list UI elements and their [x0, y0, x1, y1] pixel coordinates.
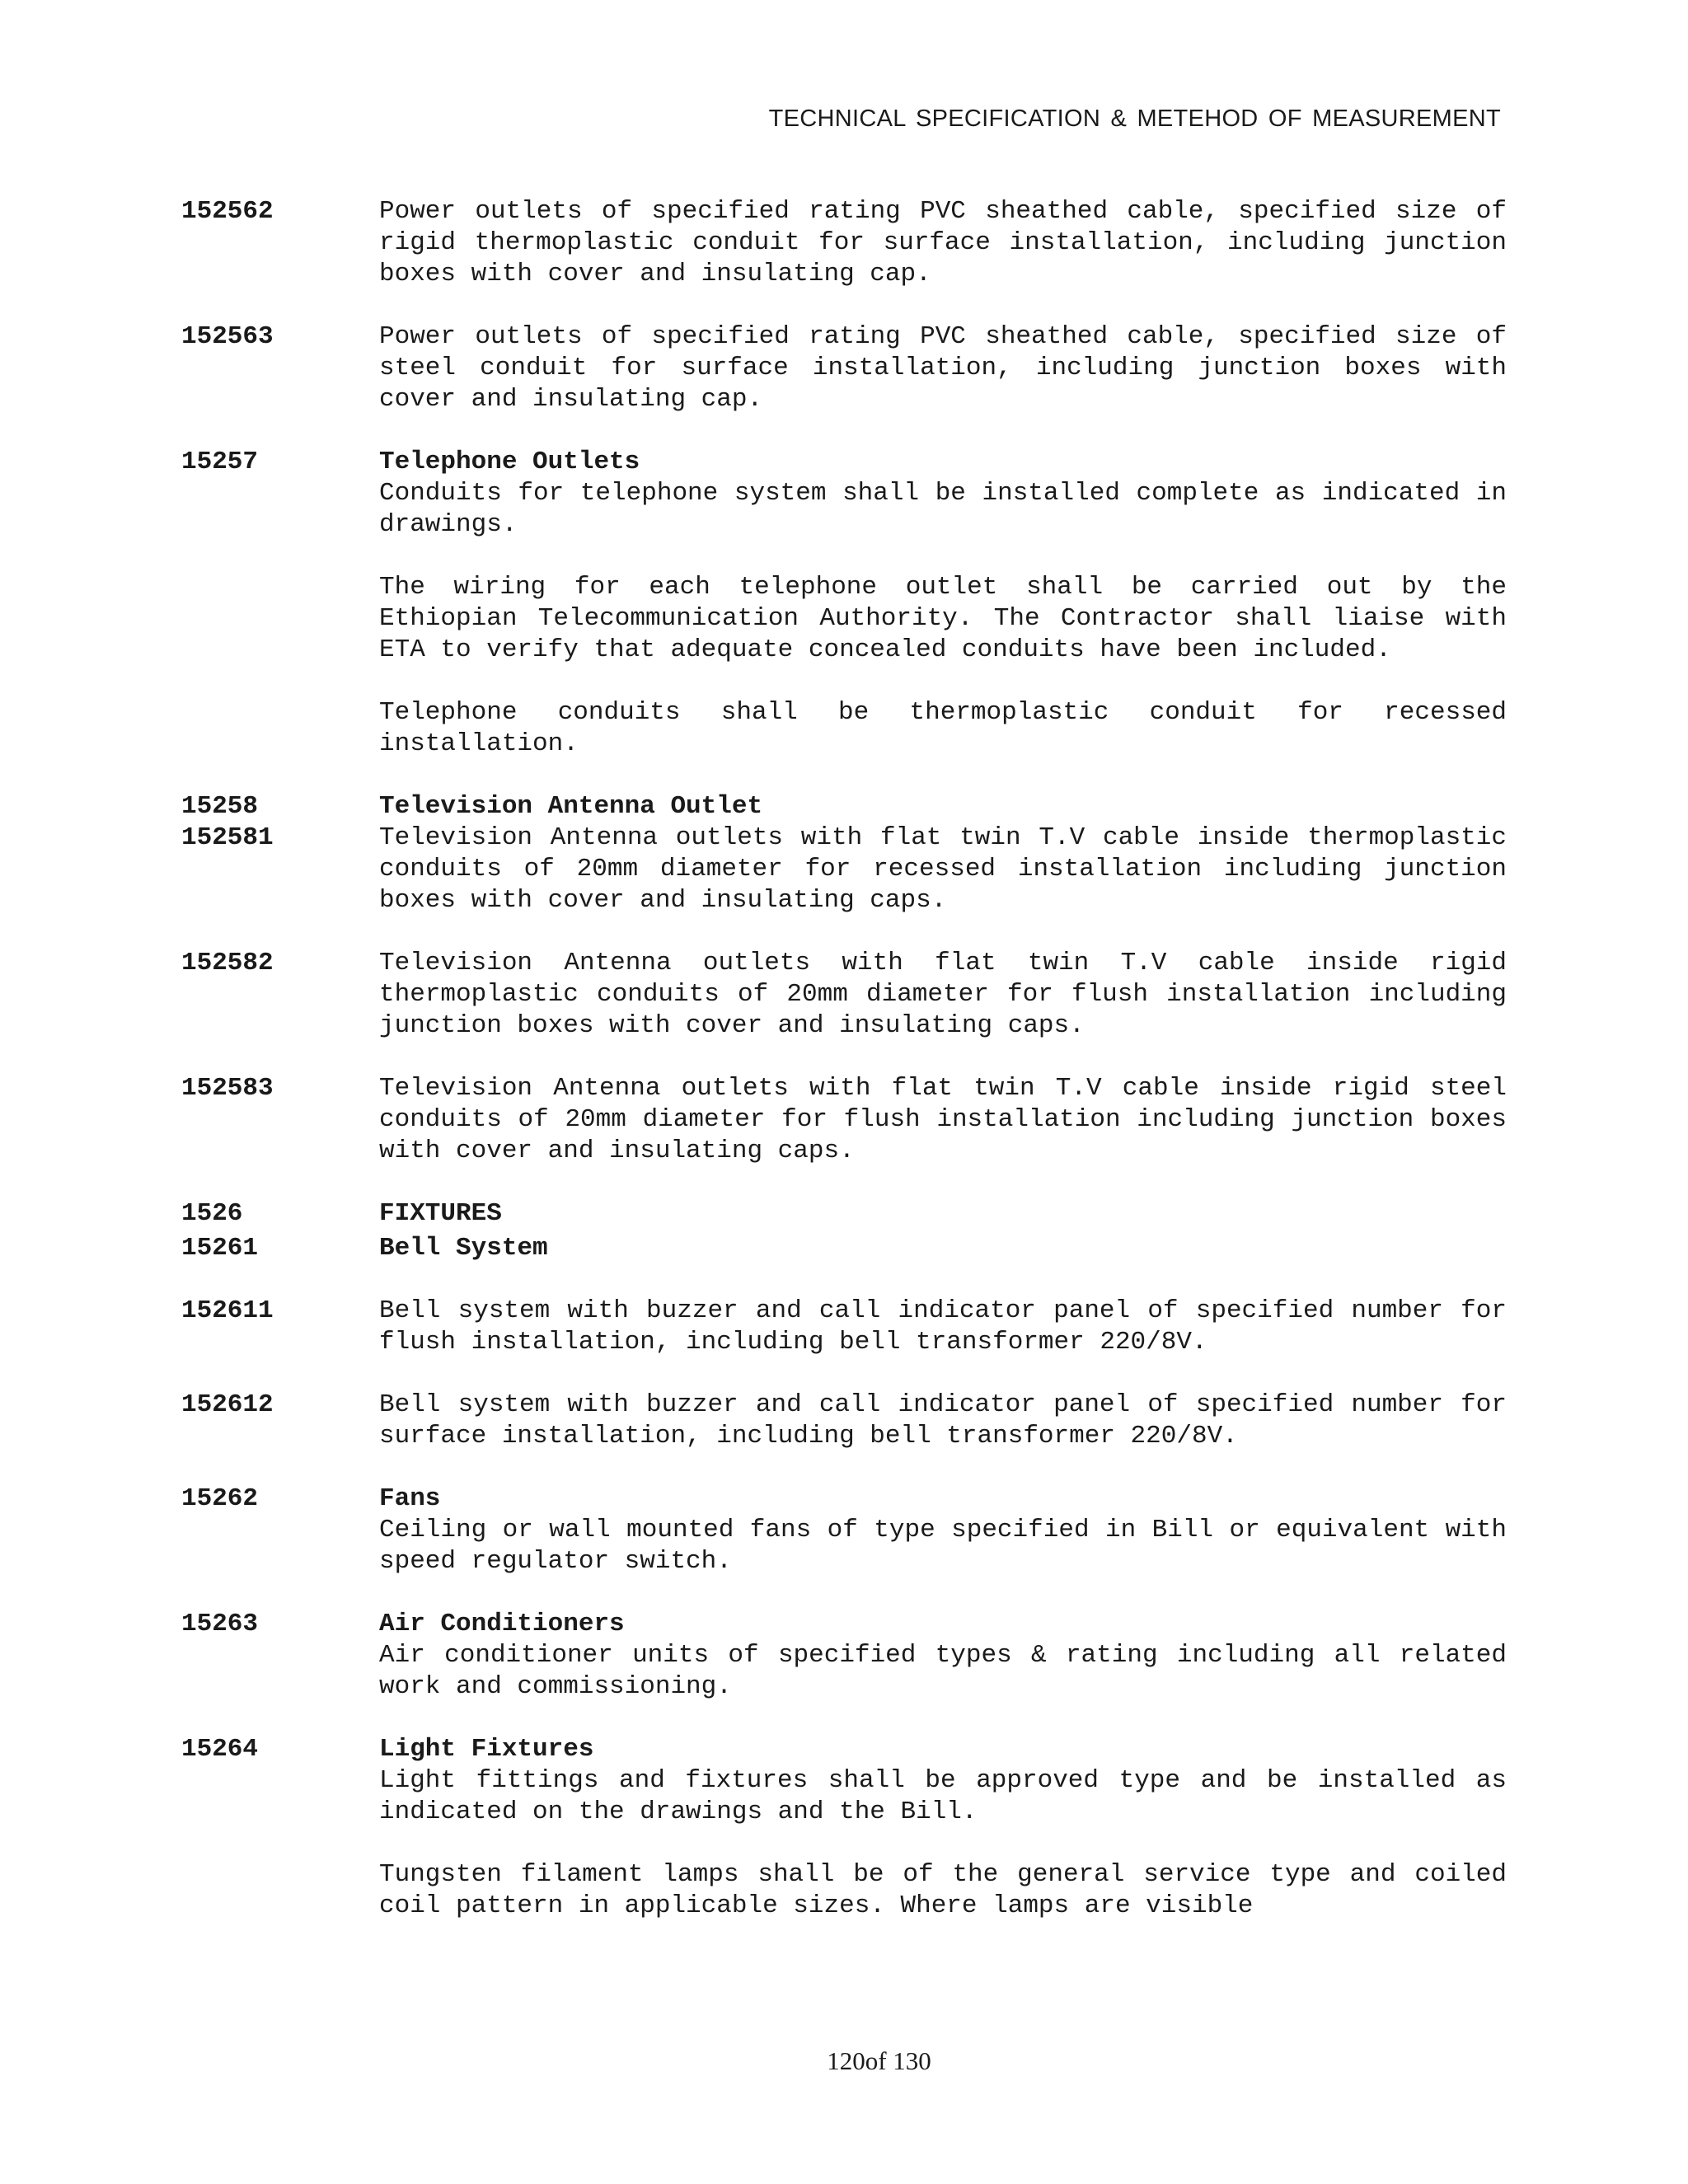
- spec-body: [379, 1609, 1507, 1703]
- spec-paragraph: Tungsten filament lamps shall be of the general service type and coiled coil pattern in applicable sizes. Where lamps are visible: [379, 1860, 1507, 1920]
- spec-entry: [181, 1734, 1507, 1922]
- spec-entry: [181, 196, 1507, 290]
- spec-paragraph: The wiring for each telephone outlet shall be carried out by the Ethiopian Telecommunication Authority. The Contractor shall liaise with ETA to verify that adequate concealed conduits have been included.: [379, 573, 1507, 664]
- spec-code: 15262: [181, 1484, 259, 1513]
- spec-code: 152562: [181, 197, 274, 226]
- spec-code: 15263: [181, 1610, 259, 1638]
- spec-paragraph: Light fittings and fixtures shall be approved type and be installed as indicated on the drawings and the Bill.: [379, 1766, 1507, 1826]
- section-heading: Fans: [379, 1484, 441, 1513]
- spec-entry: [181, 1296, 1507, 1358]
- spec-paragraph: Telephone conduits shall be thermoplastic conduit for recessed installation.: [379, 698, 1507, 758]
- section-heading: Telephone Outlets: [379, 448, 640, 476]
- spec-paragraph: Television Antenna outlets with flat twin T.V cable inside thermoplastic conduits of 20mm diameter for recessed installation including junction boxes with cover and insulating caps.: [379, 823, 1507, 915]
- section-heading: Television Antenna Outlet: [379, 792, 763, 821]
- spec-body: [379, 948, 1507, 1042]
- section-heading: Light Fixtures: [379, 1735, 594, 1764]
- spec-body: [379, 1073, 1507, 1167]
- document-body: [181, 196, 1507, 1922]
- spec-paragraph: Power outlets of specified rating PVC sheathed cable, specified size of rigid thermoplastic conduit for surface installation, including junction boxes with cover and insulating cap.: [379, 197, 1507, 288]
- spec-body: [379, 823, 1507, 916]
- spec-body: [379, 321, 1507, 415]
- spec-body: [379, 447, 1507, 760]
- spec-body: [379, 1233, 1507, 1264]
- spec-body: [379, 196, 1507, 290]
- spec-code: 152583: [181, 1074, 274, 1103]
- spec-paragraph: Television Antenna outlets with flat twin T.V cable inside rigid thermoplastic conduits of 20mm diameter for flush installation including junction boxes with cover and insulating caps.: [379, 949, 1507, 1040]
- spec-code: 15261: [181, 1234, 259, 1263]
- spec-body: [379, 1734, 1507, 1922]
- spec-code: 152582: [181, 949, 274, 977]
- spec-body: [379, 1390, 1507, 1452]
- spec-code: 1526: [181, 1199, 243, 1228]
- spec-entry: [181, 1233, 1507, 1264]
- spec-body: [379, 1296, 1507, 1358]
- spec-paragraph: Air conditioner units of specified types & rating including all related work and commissioning.: [379, 1641, 1507, 1701]
- spec-paragraph: Conduits for telephone system shall be installed complete as indicated in drawings.: [379, 479, 1507, 539]
- spec-body: [379, 1198, 1507, 1230]
- spec-entry: [181, 1073, 1507, 1167]
- spec-body: [379, 1483, 1507, 1577]
- spec-code: 15257: [181, 448, 259, 476]
- section-heading: Air Conditioners: [379, 1610, 625, 1638]
- spec-entry: [181, 321, 1507, 415]
- page-number: 120of 130: [827, 2046, 931, 2075]
- spec-entry: [181, 1198, 1507, 1230]
- spec-entry: [181, 823, 1507, 916]
- spec-paragraph: Ceiling or wall mounted fans of type specified in Bill or equivalent with speed regulator switch.: [379, 1516, 1507, 1576]
- section-heading: Bell System: [379, 1234, 548, 1263]
- spec-code: 152581: [181, 823, 274, 852]
- spec-entry: [181, 1483, 1507, 1577]
- spec-code: 152563: [181, 322, 274, 351]
- spec-entry: [181, 1390, 1507, 1452]
- section-heading: FIXTURES: [379, 1199, 502, 1228]
- spec-paragraph: Television Antenna outlets with flat twin T.V cable inside rigid steel conduits of 20mm diameter for flush installation including junction boxes with cover and insulating caps.: [379, 1074, 1507, 1165]
- spec-entry: [181, 948, 1507, 1042]
- spec-paragraph: Power outlets of specified rating PVC sheathed cable, specified size of steel conduit for surface installation, including junction boxes with cover and insulating cap.: [379, 322, 1507, 414]
- page-header: TECHNICAL SPECIFICATION & METEHOD OF MEASUREMENT: [768, 105, 1501, 132]
- spec-code: 15264: [181, 1735, 259, 1764]
- spec-entry: [181, 1609, 1507, 1703]
- spec-entry: [181, 791, 1507, 823]
- spec-entry: [181, 447, 1507, 760]
- spec-code: 15258: [181, 792, 259, 821]
- spec-body: [379, 791, 1507, 823]
- spec-paragraph: Bell system with buzzer and call indicator panel of specified number for flush installation, including bell transformer 220/8V.: [379, 1296, 1507, 1357]
- spec-code: 152612: [181, 1390, 274, 1419]
- spec-paragraph: Bell system with buzzer and call indicator panel of specified number for surface installation, including bell transformer 220/8V.: [379, 1390, 1507, 1451]
- spec-code: 152611: [181, 1296, 274, 1325]
